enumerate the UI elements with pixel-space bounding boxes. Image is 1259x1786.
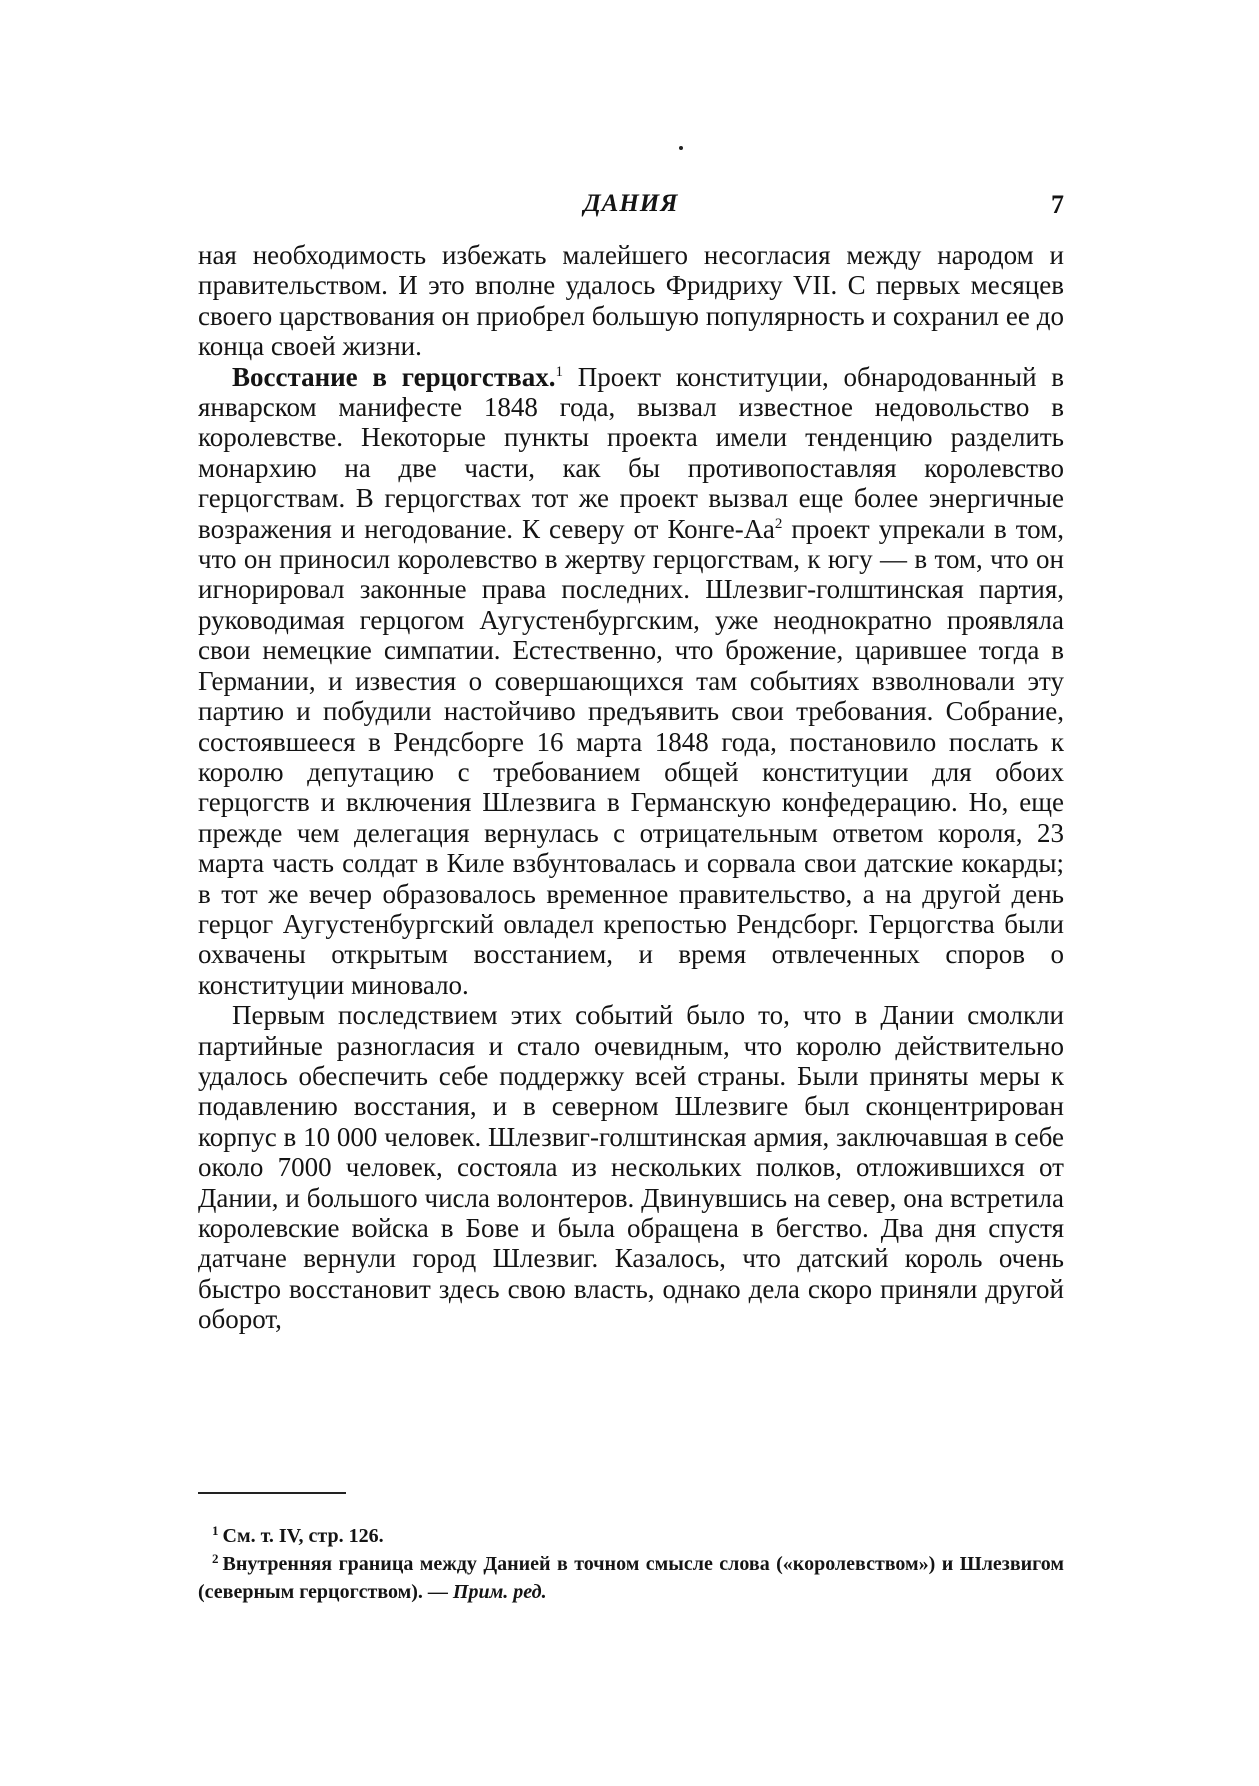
main-text [198, 240, 1064, 1335]
footnote-ref-1: 1 [555, 363, 563, 380]
footnote-1-text: См. т. IV, стр. 126. [222, 1525, 384, 1547]
paragraph-2-text-a: Проект конституции, обнародованный в январском манифесте 1848 года, вызвал известное недовольство в королевстве. Некоторые пункты проекта имели тенденцию разделить монархию на две части, как бы противопоставляя королевство герцогствам. В герцогствах тот же проект вызвал еще более энергичные возражения и негодование. К северу от Конге-Аа [198, 361, 1064, 544]
footnote-ref-2: 2 [774, 515, 783, 532]
footnote-1-mark: 1 [212, 1523, 219, 1538]
running-head [198, 190, 1064, 226]
section-heading: Восстание в герцогствах. [232, 361, 556, 392]
paragraph-3: Первым последствием этих событий было то, что в Дании смолкли партийные разногласия и стало очевидным, что королю действительно удалось обеспечить себе поддержку всей страны. Были приняты меры к подавлению восстания, и в северном Шлезвиге был сконцентрирован корпус в 10 000 человек. Шлезвиг-голштинская армия, заключавшая в себе около 7000 человек, состояла из нескольких полков, отложившихся от Дании, и большого числа волонтеров. Двинувшись на север, она встретила королевские войска в Бове и была обращена в бегство. Два дня спустя датчане вернули город Шлезвиг. Казалось, что датский король очень быстро восстановит здесь свою власть, однако дела скоро приняли другой оборот, [198, 1000, 1064, 1335]
footnote-1 [198, 1522, 1064, 1550]
paragraph-2-text-b: проект упрекали в том, что он приносил королевство в жертву герцогствам, к югу — в том, что он игнорировал законные права последних. Шлезвиг-голштинская партия, руководимая герцогом Аугустенбургским, уже неоднократно проявляла свои немецкие симпатии. Естественно, что брожение, царившее тогда в Германии, и известия о совершающихся там событиях взволновали эту партию и побудили настойчиво предъявить свои требования. Собрание, состоявшееся в Рендсборге 16 марта 1848 года, постановило послать к королю депутацию с требованием общей конституции для обоих герцогств и включения Шлезвига в Германскую конфедерацию. Но, еще прежде чем делегация вернулась с отрицательным ответом короля, 23 марта часть солдат в Киле взбунтовалась и сорвала свои датские кокарды; в тот же вечер образовалось временное правительство, а на другой день герцог Аугустенбургский овладел крепостью Рендсборг. Герцогства были охвачены открытым восстанием, и время отвлеченных споров о конституции миновало. [198, 513, 1065, 1000]
paragraph-1: ная необходимость избежать малейшего несогласия между народом и правительством. И это вполне удалось Фридриху VII. С первых месяцев своего царствования он приобрел большую популярность и сохранил ее до конца своей жизни. [198, 240, 1064, 362]
page-number: 7 [1051, 190, 1064, 219]
editor-note: Прим. ред. [452, 1581, 547, 1603]
running-title: ДАНИЯ [583, 190, 679, 217]
footnote-divider [198, 1492, 346, 1494]
footnote-2-text: Внутренняя граница между Данией в точном смысле слова («королевством») и Шлезвигом (северным герцогством). — [198, 1553, 1064, 1603]
print-speck [679, 146, 683, 150]
footnote-2 [198, 1550, 1064, 1606]
paragraph-2 [198, 362, 1064, 1001]
footnotes [198, 1522, 1064, 1606]
footnote-2-mark: 2 [212, 1551, 219, 1566]
